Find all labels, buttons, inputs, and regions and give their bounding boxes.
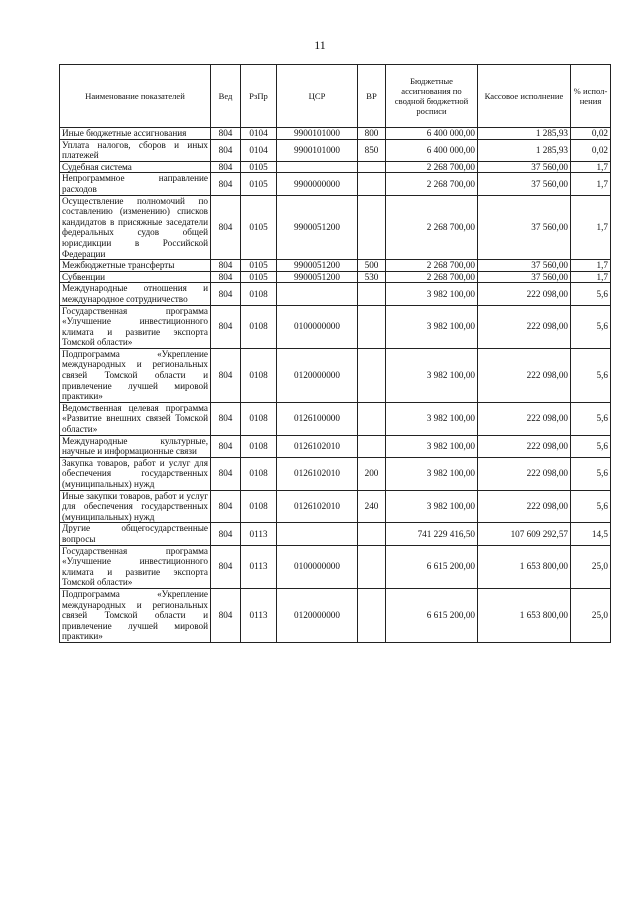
cell-budget: 3 982 100,00 — [386, 435, 478, 457]
cell-pct: 1,7 — [571, 260, 611, 272]
table-row — [60, 260, 611, 272]
cell-vr: 800 — [358, 128, 386, 140]
cell-csr — [277, 161, 358, 173]
cell-budget: 6 615 200,00 — [386, 588, 478, 642]
table-row — [60, 588, 611, 642]
cell-csr: 0120000000 — [277, 588, 358, 642]
table-row — [60, 348, 611, 402]
cell-rzpr: 0108 — [241, 490, 277, 523]
table-row — [60, 402, 611, 435]
cell-cash: 37 560,00 — [478, 260, 571, 272]
cell-cash: 37 560,00 — [478, 195, 571, 260]
table-row — [60, 139, 611, 161]
cell-name: Государственная программа «Улучшение инвестиционного климата и развитие экспорта Томской области» — [60, 305, 211, 348]
cell-rzpr: 0105 — [241, 161, 277, 173]
cell-vr: 850 — [358, 139, 386, 161]
cell-pct: 1,7 — [571, 195, 611, 260]
cell-cash: 1 285,93 — [478, 128, 571, 140]
cell-pct: 1,7 — [571, 173, 611, 195]
cell-budget: 2 268 700,00 — [386, 271, 478, 283]
cell-pct: 25,0 — [571, 545, 611, 588]
cell-cash: 37 560,00 — [478, 173, 571, 195]
cell-rzpr: 0113 — [241, 523, 277, 545]
cell-pct: 5,6 — [571, 348, 611, 402]
cell-name: Международные отношения и международное сотрудничество — [60, 283, 211, 305]
cell-cash: 107 609 292,57 — [478, 523, 571, 545]
cell-cash: 222 098,00 — [478, 348, 571, 402]
cell-rzpr: 0105 — [241, 271, 277, 283]
cell-ved: 804 — [211, 588, 241, 642]
cell-pct: 14,5 — [571, 523, 611, 545]
table-row — [60, 161, 611, 173]
cell-cash: 1 653 800,00 — [478, 545, 571, 588]
cell-cash: 222 098,00 — [478, 435, 571, 457]
cell-csr — [277, 523, 358, 545]
cell-cash: 222 098,00 — [478, 490, 571, 523]
header-rzpr: РзПр — [241, 65, 277, 128]
cell-name: Непрограммное направление расходов — [60, 173, 211, 195]
cell-budget: 3 982 100,00 — [386, 305, 478, 348]
cell-csr: 0100000000 — [277, 305, 358, 348]
cell-ved: 804 — [211, 271, 241, 283]
cell-name: Государственная программа «Улучшение инвестиционного климата и развитие экспорта Томской области» — [60, 545, 211, 588]
cell-ved: 804 — [211, 402, 241, 435]
cell-name: Уплата налогов, сборов и иных платежей — [60, 139, 211, 161]
cell-budget: 3 982 100,00 — [386, 457, 478, 490]
cell-vr — [358, 161, 386, 173]
cell-budget: 2 268 700,00 — [386, 161, 478, 173]
cell-rzpr: 0105 — [241, 260, 277, 272]
cell-name: Иные закупки товаров, работ и услуг для обеспечения государственных (муниципальных) нужд — [60, 490, 211, 523]
cell-name: Судебная система — [60, 161, 211, 173]
cell-budget: 2 268 700,00 — [386, 195, 478, 260]
cell-vr — [358, 402, 386, 435]
cell-csr: 0126102010 — [277, 435, 358, 457]
cell-ved: 804 — [211, 457, 241, 490]
cell-pct: 5,6 — [571, 305, 611, 348]
cell-rzpr: 0104 — [241, 128, 277, 140]
cell-budget: 3 982 100,00 — [386, 402, 478, 435]
table-row — [60, 128, 611, 140]
cell-vr — [358, 283, 386, 305]
cell-csr: 0120000000 — [277, 348, 358, 402]
cell-rzpr: 0113 — [241, 588, 277, 642]
cell-ved: 804 — [211, 283, 241, 305]
cell-budget: 6 615 200,00 — [386, 545, 478, 588]
cell-csr: 0126100000 — [277, 402, 358, 435]
cell-ved: 804 — [211, 490, 241, 523]
page-number: 11 — [314, 38, 326, 52]
cell-pct: 5,6 — [571, 490, 611, 523]
cell-ved: 804 — [211, 128, 241, 140]
cell-pct: 0,02 — [571, 128, 611, 140]
table-row — [60, 173, 611, 195]
cell-rzpr: 0108 — [241, 402, 277, 435]
table-row — [60, 435, 611, 457]
table-row — [60, 490, 611, 523]
cell-ved: 804 — [211, 161, 241, 173]
cell-ved: 804 — [211, 523, 241, 545]
cell-rzpr: 0104 — [241, 139, 277, 161]
cell-budget: 3 982 100,00 — [386, 348, 478, 402]
table-header-row — [60, 65, 611, 128]
cell-vr: 240 — [358, 490, 386, 523]
cell-vr: 530 — [358, 271, 386, 283]
table-row — [60, 271, 611, 283]
header-ved: Вед — [211, 65, 241, 128]
cell-rzpr: 0105 — [241, 195, 277, 260]
cell-ved: 804 — [211, 348, 241, 402]
cell-pct: 5,6 — [571, 457, 611, 490]
cell-vr — [358, 435, 386, 457]
cell-cash: 222 098,00 — [478, 305, 571, 348]
table-row — [60, 545, 611, 588]
cell-cash: 222 098,00 — [478, 457, 571, 490]
header-vr: ВР — [358, 65, 386, 128]
budget-execution-table — [59, 64, 611, 643]
cell-pct: 0,02 — [571, 139, 611, 161]
cell-vr: 500 — [358, 260, 386, 272]
cell-pct: 1,7 — [571, 161, 611, 173]
cell-vr — [358, 545, 386, 588]
header-cash: Кассовое исполнение — [478, 65, 571, 128]
cell-budget: 6 400 000,00 — [386, 128, 478, 140]
cell-cash: 1 285,93 — [478, 139, 571, 161]
cell-budget: 6 400 000,00 — [386, 139, 478, 161]
cell-budget: 3 982 100,00 — [386, 490, 478, 523]
cell-vr — [358, 195, 386, 260]
cell-pct: 5,6 — [571, 402, 611, 435]
cell-budget: 741 229 416,50 — [386, 523, 478, 545]
cell-csr: 0100000000 — [277, 545, 358, 588]
cell-ved: 804 — [211, 173, 241, 195]
cell-csr — [277, 283, 358, 305]
table-row — [60, 283, 611, 305]
cell-name: Подпрограмма «Укрепление международных и региональных связей Томской области и привлечение лучшей мировой практики» — [60, 348, 211, 402]
cell-name: Осуществление полномочий по составлению (изменению) списков кандидатов в присяжные заседатели федеральных судов общей юрисдикции в Российской Федерации — [60, 195, 211, 260]
cell-vr: 200 — [358, 457, 386, 490]
cell-pct: 25,0 — [571, 588, 611, 642]
cell-pct: 5,6 — [571, 435, 611, 457]
cell-ved: 804 — [211, 545, 241, 588]
cell-rzpr: 0108 — [241, 283, 277, 305]
cell-pct: 1,7 — [571, 271, 611, 283]
cell-rzpr: 0108 — [241, 348, 277, 402]
cell-csr: 0126102010 — [277, 490, 358, 523]
cell-csr: 9900000000 — [277, 173, 358, 195]
cell-name: Международные культурные, научные и информационные связи — [60, 435, 211, 457]
cell-rzpr: 0108 — [241, 305, 277, 348]
cell-budget: 3 982 100,00 — [386, 283, 478, 305]
cell-cash: 222 098,00 — [478, 402, 571, 435]
cell-csr: 9900101000 — [277, 128, 358, 140]
cell-ved: 804 — [211, 260, 241, 272]
cell-ved: 804 — [211, 139, 241, 161]
cell-ved: 804 — [211, 195, 241, 260]
cell-cash: 37 560,00 — [478, 271, 571, 283]
cell-csr: 9900101000 — [277, 139, 358, 161]
cell-name: Межбюджетные трансферты — [60, 260, 211, 272]
cell-rzpr: 0108 — [241, 435, 277, 457]
cell-ved: 804 — [211, 305, 241, 348]
cell-csr: 0126102010 — [277, 457, 358, 490]
cell-vr — [358, 173, 386, 195]
cell-rzpr: 0105 — [241, 173, 277, 195]
cell-rzpr: 0113 — [241, 545, 277, 588]
cell-name: Другие общегосударственные вопросы — [60, 523, 211, 545]
cell-cash: 37 560,00 — [478, 161, 571, 173]
cell-rzpr: 0108 — [241, 457, 277, 490]
table-row — [60, 523, 611, 545]
cell-budget: 2 268 700,00 — [386, 260, 478, 272]
header-pct: % испол-нения — [571, 65, 611, 128]
table-row — [60, 305, 611, 348]
header-name: Наименование показателей — [60, 65, 211, 128]
cell-name: Ведомственная целевая программа «Развитие внешних связей Томской области» — [60, 402, 211, 435]
cell-cash: 1 653 800,00 — [478, 588, 571, 642]
cell-name: Закупка товаров, работ и услуг для обеспечения государственных (муниципальных) нужд — [60, 457, 211, 490]
cell-csr: 9900051200 — [277, 260, 358, 272]
header-budget: Бюджетные ассигнования по сводной бюджетной росписи — [386, 65, 478, 128]
cell-vr — [358, 305, 386, 348]
table-row — [60, 457, 611, 490]
cell-ved: 804 — [211, 435, 241, 457]
cell-vr — [358, 348, 386, 402]
cell-budget: 2 268 700,00 — [386, 173, 478, 195]
cell-cash: 222 098,00 — [478, 283, 571, 305]
cell-name: Иные бюджетные ассигнования — [60, 128, 211, 140]
cell-name: Подпрограмма «Укрепление международных и региональных связей Томской области и привлечение лучшей мировой практики» — [60, 588, 211, 642]
table-row — [60, 195, 611, 260]
cell-vr — [358, 588, 386, 642]
header-csr: ЦСР — [277, 65, 358, 128]
cell-csr: 9900051200 — [277, 271, 358, 283]
cell-csr: 9900051200 — [277, 195, 358, 260]
cell-name: Субвенции — [60, 271, 211, 283]
cell-vr — [358, 523, 386, 545]
cell-pct: 5,6 — [571, 283, 611, 305]
